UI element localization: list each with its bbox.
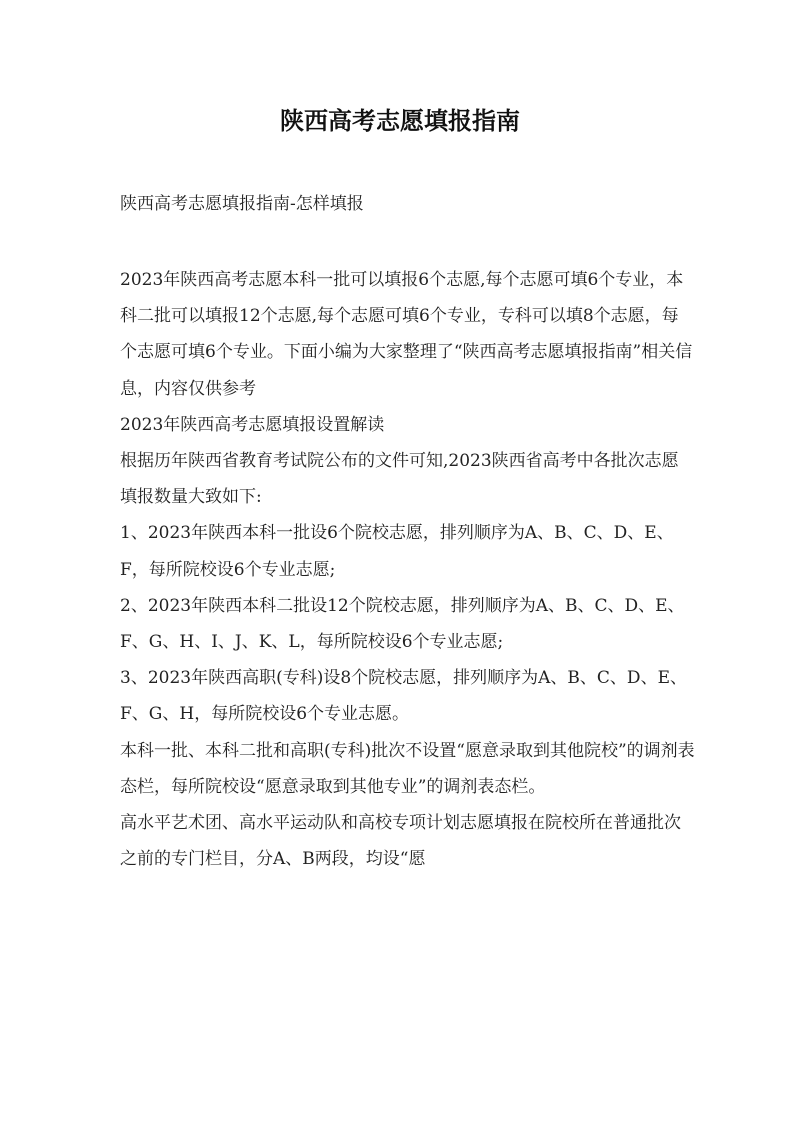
paragraph-item-2: 2、2023年陕西本科二批设12个院校志愿，排列顺序为A、B、C、D、E、F、G、H、I、J、K、L，每所院校设6个专业志愿; xyxy=(120,595,685,653)
paragraph-heading-settings: 2023年陕西高考志愿填报设置解读 xyxy=(120,414,385,435)
document-title: 陕西高考志愿填报指南 xyxy=(280,107,520,135)
document-subtitle: 陕西高考志愿填报指南-怎样填报 xyxy=(120,194,364,214)
paragraph-overview: 根据历年陕西省教育考试院公布的文件可知,2023陕西省高考中各批次志愿填报数量大致如下: xyxy=(120,451,679,508)
paragraph-special-programs: 高水平艺术团、高水平运动队和高校专项计划志愿填报在院校所在普通批次之前的专门栏目，分A、B两段，均设“愿 xyxy=(120,813,681,870)
paragraph-adjustment: 本科一批、本科二批和高职(专科)批次不设置“愿意录取到其他院校”的调剂表态栏，每所院校设“愿意录取到其他专业”的调剂表态栏。 xyxy=(120,740,695,797)
document-body xyxy=(120,262,695,877)
paragraph-intro: 2023年陕西高考志愿本科一批可以填报6个志愿,每个志愿可填6个专业，本科二批可以填报12个志愿,每个志愿可填6个专业，专科可以填8个志愿，每个志愿可填6个专业。下面小编为大家整理了“陕西高考志愿填报指南”相关信息，内容仅供参考 xyxy=(120,270,693,399)
paragraph-item-3: 3、2023年陕西高职(专科)设8个院校志愿，排列顺序为A、B、C、D、E、F、G、H，每所院校设6个专业志愿。 xyxy=(120,668,687,725)
paragraph-item-1: 1、2023年陕西本科一批设6个院校志愿，排列顺序为A、B、C、D、E、F，每所院校设6个专业志愿; xyxy=(120,523,674,580)
